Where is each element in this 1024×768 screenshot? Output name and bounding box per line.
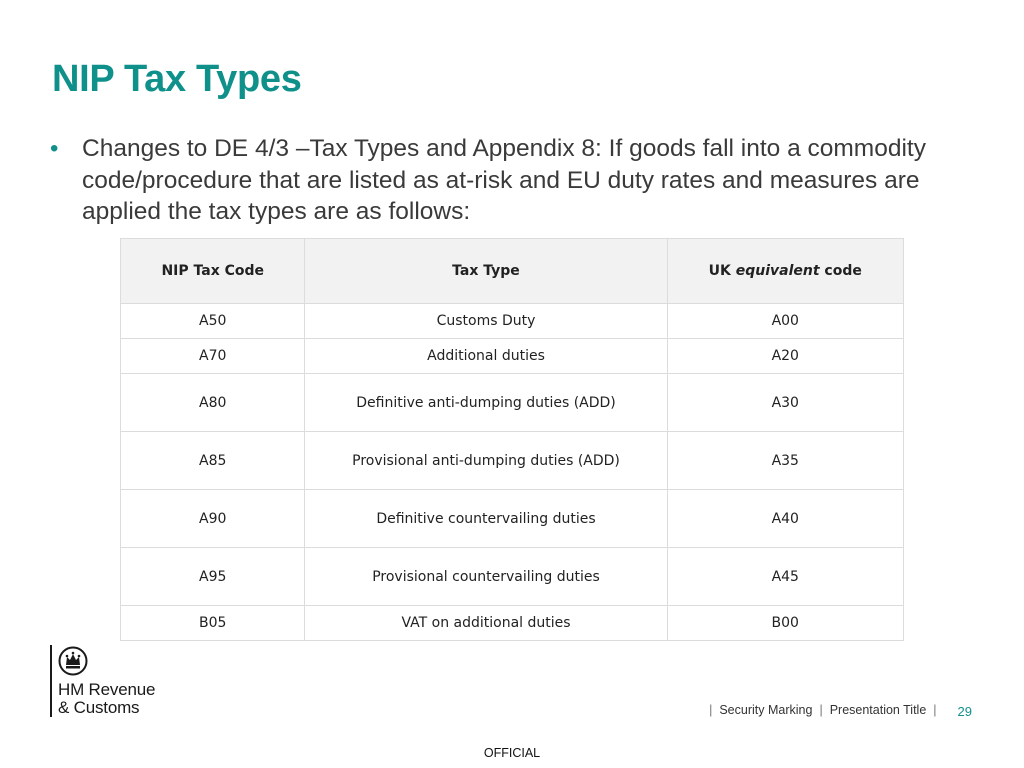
table-header-row <box>121 239 904 304</box>
bullet-item <box>50 133 990 228</box>
cell-tax-type: Additional duties <box>305 339 667 374</box>
tax-types-table <box>120 238 904 641</box>
cell-nip-code: A70 <box>121 339 305 374</box>
slide-title: NIP Tax Types <box>52 58 302 100</box>
table-row <box>121 304 904 339</box>
cell-uk-code: A30 <box>667 374 903 432</box>
header-nip-tax-code <box>121 239 305 304</box>
header-uk-suffix: code <box>819 263 862 279</box>
cell-uk-code: A40 <box>667 490 903 548</box>
cell-uk-code: A35 <box>667 432 903 490</box>
cell-nip-code: A95 <box>121 548 305 606</box>
footer-security-marking: Security Marking <box>719 702 813 717</box>
slide-footer <box>702 702 972 717</box>
cell-tax-type: Provisional anti-dumping duties (ADD) <box>305 432 667 490</box>
classification-label: OFFICIAL <box>483 746 541 760</box>
logo-line-2: & Customs <box>58 698 140 717</box>
header-tax-type-label: Tax Type <box>452 263 520 279</box>
table-row <box>121 490 904 548</box>
bullet-dot-icon: • <box>50 135 59 162</box>
cell-nip-code: B05 <box>121 606 305 641</box>
cell-nip-code: A90 <box>121 490 305 548</box>
table-row <box>121 548 904 606</box>
cell-uk-code: A45 <box>667 548 903 606</box>
cell-tax-type: Customs Duty <box>305 304 667 339</box>
crown-crest-icon <box>58 646 88 676</box>
hmrc-logo <box>50 645 180 717</box>
bullet-text: Changes to DE 4/3 –Tax Types and Appendix 8: If goods fall into a commodity code/procedure that are listed as at-risk and EU duty rates and measures are applied the tax types are as follows: <box>82 135 926 225</box>
cell-tax-type: Provisional countervailing duties <box>305 548 667 606</box>
logo-wordmark <box>58 681 155 717</box>
footer-separator: | <box>819 702 823 717</box>
footer-separator: | <box>933 702 937 717</box>
cell-tax-type: VAT on additional duties <box>305 606 667 641</box>
header-nip-tax-code-label: NIP Tax Code <box>161 263 265 279</box>
cell-nip-code: A50 <box>121 304 305 339</box>
cell-tax-type: Definitive countervailing duties <box>305 490 667 548</box>
cell-uk-code: A20 <box>667 339 903 374</box>
header-uk-equivalent-code <box>667 239 903 304</box>
footer-presentation-title: Presentation Title <box>829 702 927 717</box>
logo-divider <box>50 645 52 717</box>
table-row <box>121 339 904 374</box>
table-row <box>121 432 904 490</box>
cell-tax-type: Definitive anti-dumping duties (ADD) <box>305 374 667 432</box>
cell-nip-code: A80 <box>121 374 305 432</box>
table-row <box>121 374 904 432</box>
cell-uk-code: A00 <box>667 304 903 339</box>
page-number: 29 <box>957 704 972 719</box>
header-uk-prefix: UK <box>708 263 736 279</box>
logo-line-1: HM Revenue <box>58 680 156 699</box>
header-tax-type <box>305 239 667 304</box>
footer-separator: | <box>709 702 713 717</box>
header-uk-italic: equivalent <box>735 263 820 279</box>
cell-nip-code: A85 <box>121 432 305 490</box>
table-row <box>121 606 904 641</box>
cell-uk-code: B00 <box>667 606 903 641</box>
